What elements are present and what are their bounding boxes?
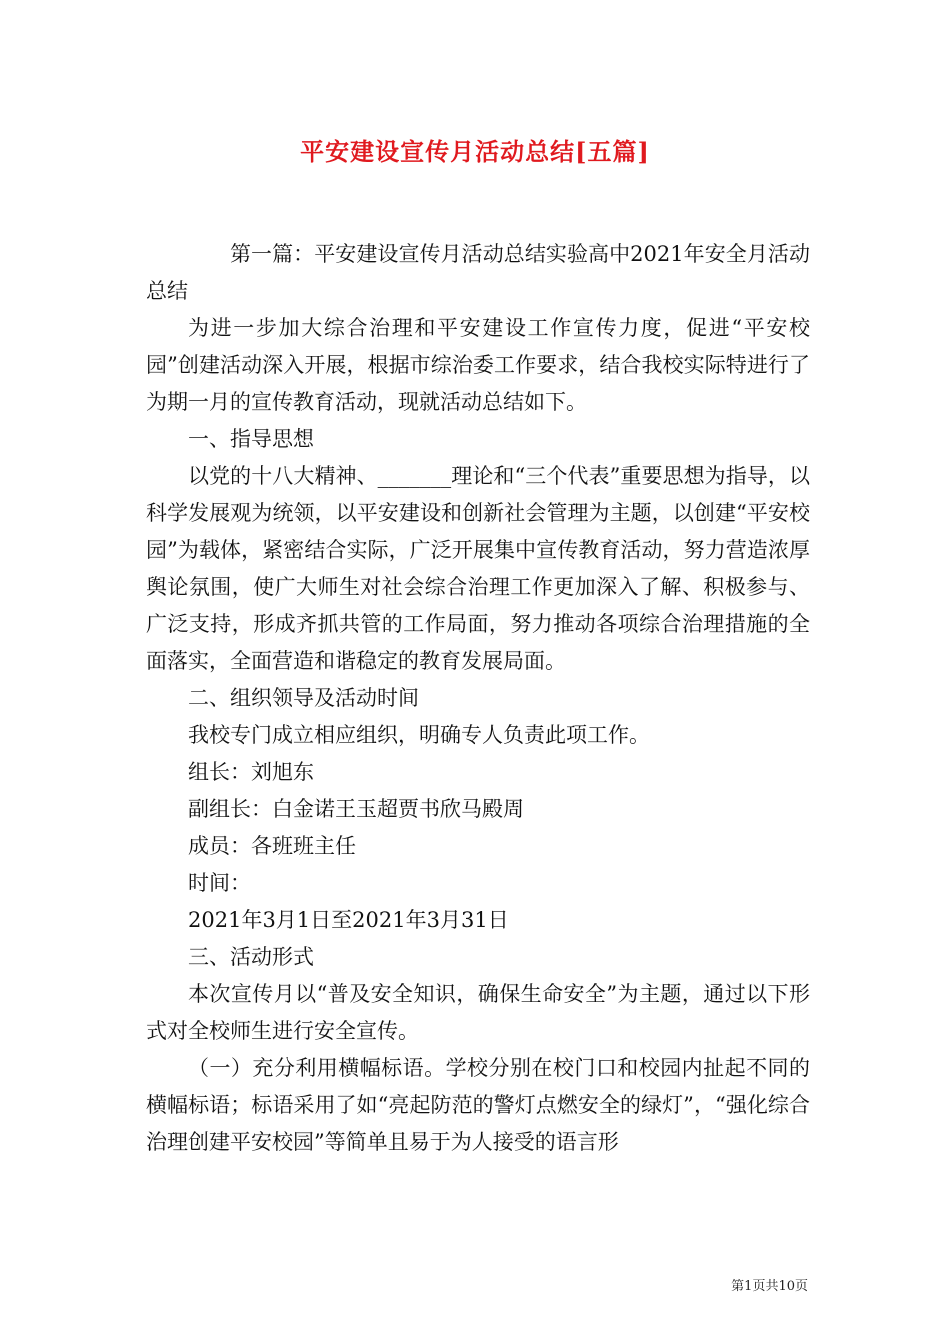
document-body bbox=[146, 236, 810, 1161]
paragraph-organization: 我校专门成立相应组织，明确专人负责此项工作。 bbox=[188, 723, 650, 747]
paragraph-heading-part-one: 第一篇：平安建设宣传月活动总结实验高中2021年安全月活动总结 bbox=[146, 242, 810, 303]
section-heading-activity-forms: 三、活动形式 bbox=[188, 945, 314, 969]
paragraph-banners: （一）充分利用横幅标语。学校分别在校门口和校园内扯起不同的横幅标语；标语采用了如“亮起防范的警灯点燃安全的绿灯”，“强化综合治理创建平安校园”等简单且易于为人接受的语言形 bbox=[146, 1056, 810, 1154]
document-title: 平安建设宣传月活动总结[五篇] bbox=[300, 137, 650, 166]
paragraph-intro: 为进一步加大综合治理和平安建设工作宣传力度，促进“平安校园”创建活动深入开展，根据市综治委工作要求，结合我校实际特进行了为期一月的宣传教育活动，现就活动总结如下。 bbox=[146, 316, 810, 414]
line-deputy-leaders: 副组长：白金诺王玉超贾书欣马殿周 bbox=[188, 797, 524, 821]
line-team-leader: 组长：刘旭东 bbox=[188, 760, 314, 784]
page-number-footer: 第1页共10页 bbox=[731, 1279, 808, 1294]
line-time-label: 时间： bbox=[188, 871, 251, 895]
section-heading-guiding-ideology: 一、指导思想 bbox=[188, 427, 314, 451]
line-members: 成员：各班班主任 bbox=[188, 834, 356, 858]
paragraph-guiding-ideology: 以党的十八大精神、_______理论和“三个代表”重要思想为指导，以科学发展观为统领，以平安建设和创新社会管理为主题，以创建“平安校园”为载体，紧密结合实际，广泛开展集中宣传教育活动，努力营造浓厚舆论氛围，使广大师生对社会综合治理工作更加深入了解、积极参与、广泛支持，形成齐抓共管的工作局面，努力推动各项综合治理措施的全面落实，全面营造和谐稳定的教育发展局面。 bbox=[146, 464, 810, 673]
section-heading-organization: 二、组织领导及活动时间 bbox=[188, 686, 419, 710]
line-time-range: 2021年3月1日至2021年3月31日 bbox=[188, 908, 509, 932]
paragraph-activity-theme: 本次宣传月以“普及安全知识，确保生命安全”为主题，通过以下形式对全校师生进行安全宣传。 bbox=[146, 982, 810, 1043]
